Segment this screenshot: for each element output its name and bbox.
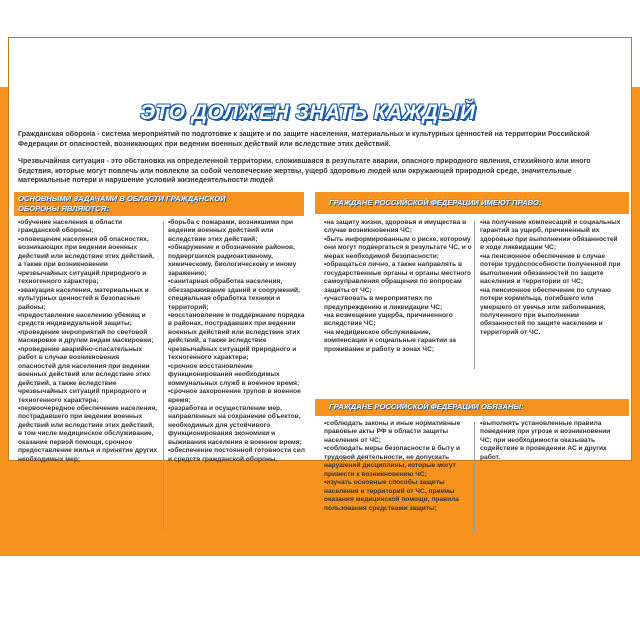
rights-list-right [480,219,622,337]
list-item: •проведение мероприятий по световой маскировке и другим видам маскировки; [18,328,154,345]
list-item: •быть информированным о риске, которому они могут подвергаться в результате ЧС, и о мерах необходимой безопасности; [324,235,472,260]
list-item: •на возмещение ущерба, причиненного вследствие ЧС; [324,311,453,328]
list-item: •восстановление и поддержание порядка в районах, пострадавших при ведении военных действий или вследствие этих действий, а также вследствие чрезвычайных ситуаций природного и техногенного характера; [168,311,305,362]
list-item: •первоочередное обеспечение населения, пострадавшего при ведении военных действий или вследствие этих действий, в том числе медицинское обслуживание, оказание первой помощи, срочное предоставление жилья и принятие других необходимых мер; [18,404,158,463]
duties-list-right [480,420,622,462]
list-item: •на пенсионное обеспечение по случаю потери кормильца, погибшего или умершего от увечья или заболевания, полученного при выполнении обязанностей по защите населения и территорий от ЧС. [480,286,611,336]
rights-heading: ГРАЖДАНЕ РОССИЙСКОЙ ФЕДЕРАЦИИ ИМЕЮТ ПРАВО: [329,198,542,207]
tasks-divider [163,221,164,531]
duties-list-left [324,420,472,513]
list-item: •соблюдать меры безопасности в быту и трудовой деятельности, не допускать нарушений дисциплины, которые могут привести к возникновению ЧС; [324,445,461,478]
tasks-heading: ОСНОВНЫМИ ЗАДАЧАМИ В ОБЛАСТИ ГРАЖДАНСКОЙ ОБОРОНЫ ЯВЛЯЮТСЯ: [18,194,226,213]
poster-title: ЭТО ДОЛЖЕН ЗНАТЬ КАЖДЫЙ [140,101,476,124]
rights-divider [474,221,475,369]
list-item: •оповещение населения об опасностях, возникающих при ведении военных действий или вследствие этих действий, а также при возникновении чрезвычайных ситуаций природного и техногенного характера; [18,235,154,286]
rights-list-left [324,219,472,354]
list-item: •обнаружение и обозначение районов, подвергшихся радиоактивному, химическому, биологическому и иному заражению; [168,244,297,277]
list-item: •санитарная обработка населения, обеззараживание зданий и сооружений, специальная обработка техники и территорий; [168,278,300,311]
duties-divider [474,422,475,534]
list-item: •соблюдать законы и иные нормативные правовые акты РФ в области защиты населения от ЧС; [324,420,461,444]
list-item: •эвакуация населения, материальных и культурных ценностей в безопасные районы; [18,286,149,311]
list-item: •срочное восстановление функционирования необходимых коммунальных служб в военное время; [168,362,300,387]
duties-heading: ГРАЖДАНЕ РОССИЙСКОЙ ФЕДЕРАЦИИ ОБЯЗАНЫ: [329,402,524,411]
list-item: •участвовать в мероприятиях по предупреждению и ликвидации ЧС; [324,295,443,311]
list-item: •выполнять установленные правила поведения при угрозе и возникновении ЧС; при необходимости оказывать содействие в проведении АС и других работ. [480,420,611,461]
list-item: •борьба с пожарами, возникшими при ведении военных действий или вследствие этих действий; [168,219,294,243]
list-item: •обращаться лично, а также направлять в государственные органы и органы местного самоуправления обращения по вопросам защиты от ЧС; [324,261,472,294]
list-item: •разработка и осуществление мер, направленных на сохранение объектов, необходимых для устойчивого функционирования экономики и выживания населения в военное время; [168,404,302,446]
tasks-list-left [18,219,158,464]
list-item: •проведение аварийно-спасательных работ в случае возникновения опасностей для населения при ведении военных действий или вследствие этих действий, а также вследствие чрезвычайных ситуаций природного и техногенного характера; [18,345,151,404]
emergency-definition: Чрезвычайная ситуация - это обстановка на определенной территории, сложившаяся в результате аварии, опасного природного явления, стихийного или иного бедствия, которые могут повлечь или повлекли за собой человеческие жертвы, ущерб здоровью людей или окружающей природной среде, значительные материальные потери и нарушение условий жизнедеятельности людей [18,157,591,185]
civil-defense-definition: Гражданская оборона - система мероприятий по подготовке к защите и по защите населения, материальных и культурных ценностей на территории Российской Федерации от опасностей, возникающих при ведении военных действий или вследствие этих действий. [18,130,590,148]
list-item: •на защиту жизни, здоровья и имущества в случае возникновения ЧС; [324,219,467,235]
list-item: •обеспечение постоянной готовности сил и средств гражданской обороны. [168,447,305,463]
list-item: •на медицинское обслуживание, компенсации и социальные гарантии за проживание и работу в зонах ЧС; [324,328,456,353]
list-item: •предоставление населению убежищ и средств индивидуальной защиты; [18,311,146,328]
list-item: •на получение компенсаций и социальных гарантий за ущерб, причиненный их здоровью при выполнении обязанностей в ходе ликвидации ЧС; [480,219,621,252]
list-item: •срочное захоронение трупов в военное время; [168,388,301,404]
list-item: •обучение населения в области гражданской обороны; [18,219,123,235]
list-item: •на пенсионное обеспечение в случае потери трудоспособности полученной при выполнении обязанностей по защите населения и территории от ЧС; [480,252,621,286]
tasks-list-right [168,219,306,464]
list-item: •изучать основные способы защиты населения и территорий от ЧС, приемы оказания медицинской помощи, правила пользования средствами защиты; [324,479,459,512]
